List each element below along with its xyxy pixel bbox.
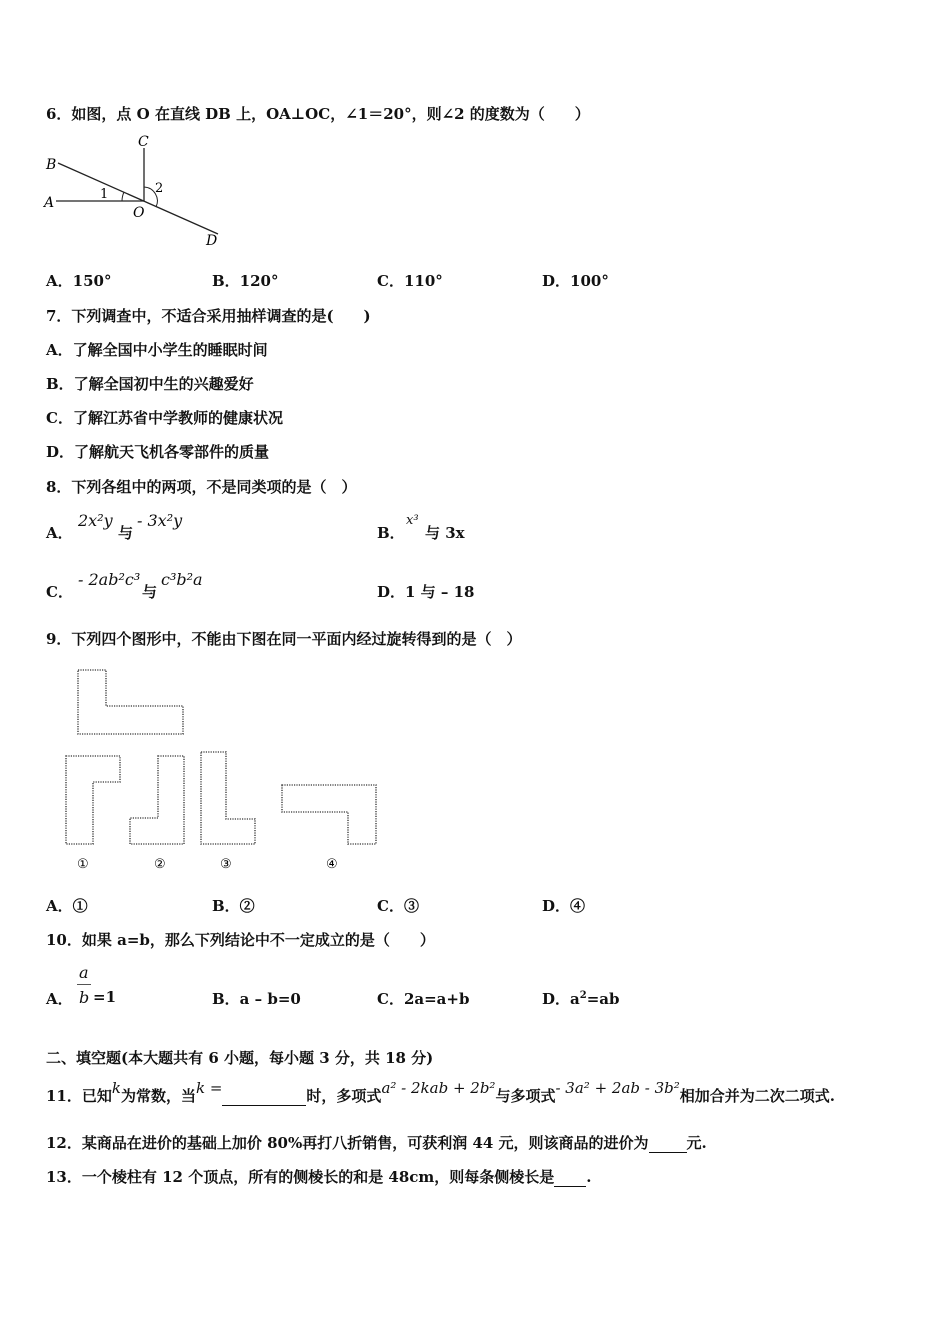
q7-option-c: C．了解江苏省中学教师的健康状况 <box>46 409 283 427</box>
q9-option-a: A．① <box>46 897 88 915</box>
q13-line: 13．一个棱柱有 12 个顶点，所有的侧棱长的和是 48cm，则每条侧棱长是 . <box>46 1168 592 1186</box>
q11-blank[interactable] <box>222 1105 306 1106</box>
q8-option-c-term1: - 2ab²c³ <box>78 570 141 589</box>
q12-blank[interactable] <box>649 1152 687 1153</box>
q9-option-d: D．④ <box>542 897 586 915</box>
q7-option-a: A．了解全国中小学生的睡眠时间 <box>46 341 268 359</box>
q10-option-d: D．$a^2=ab$ <box>542 990 620 1008</box>
q8-option-c-term2: c³b²a <box>161 570 203 589</box>
q6-option-d: D．100° <box>542 272 609 290</box>
q11-line: 11．已知k为常数，当k = 时，多项式a² - 2kab + 2b²与多项式- 3a² + 2ab - 3b²相加合并为二次二项式. <box>46 1079 835 1105</box>
q7-option-b: B．了解全国初中生的兴趣爱好 <box>46 375 254 393</box>
q6-option-b: B．120° <box>212 272 279 290</box>
q7-option-d: D．了解航天飞机各零部件的质量 <box>46 443 270 461</box>
q10-stem: 10．如果 a=b，那么下列结论中不一定成立的是（ ） <box>46 931 435 949</box>
q10-option-a-denominator: b <box>79 988 90 1007</box>
q12-line: 12．某商品在进价的基础上加价 80%再打八折销售，可获利润 44 元，则该商品的进价为 元. <box>46 1134 707 1152</box>
q8-stem: 8．下列各组中的两项，不是同类项的是（ ） <box>46 478 357 496</box>
q9-fig-label-3: ③ <box>220 857 232 872</box>
q6-figure <box>40 130 230 250</box>
q13-blank[interactable] <box>554 1186 586 1187</box>
q8-option-a-with: 与 <box>118 524 134 542</box>
q9-fig-label-1: ① <box>77 857 89 872</box>
q6-label-c: C <box>138 134 149 150</box>
q8-option-b-label: B． <box>377 524 405 542</box>
q8-option-d: D．1 与 – 18 <box>377 583 475 601</box>
q8-option-b-rest: 与 3x <box>425 524 465 542</box>
q10-option-a-rest: =1 <box>93 988 117 1006</box>
q10-option-b: B．a – b=0 <box>212 990 301 1008</box>
q10-option-a-label: A． <box>46 990 73 1008</box>
q6-option-c: C．110° <box>377 272 443 290</box>
q6-option-a: A．150° <box>46 272 112 290</box>
q10-fraction-bar <box>77 984 91 985</box>
q6-label-d: D <box>206 233 218 249</box>
q6-label-o: O <box>133 205 145 221</box>
q9-fig-label-4: ④ <box>326 857 338 872</box>
q6-stem: 6．如图，点 O 在直线 DB 上，OA⊥OC，∠1＝20°，则∠2 的度数为（ ） <box>46 105 590 123</box>
q9-fig-label-2: ② <box>154 857 166 872</box>
q10-option-c: C．2a=a+b <box>377 990 470 1008</box>
section-fill-in-title: 二、填空题(本大题共有 6 小题，每小题 3 分，共 18 分) <box>46 1049 434 1067</box>
q9-option-b: B．② <box>212 897 255 915</box>
q8-option-c-with: 与 <box>142 583 158 601</box>
q8-option-a-label: A． <box>46 524 73 542</box>
q8-option-b-term1: x³ <box>406 513 419 528</box>
q8-option-c-label: C． <box>46 583 73 601</box>
q6-angle-1: 1 <box>100 187 109 202</box>
q9-figures <box>60 662 390 877</box>
q6-angle-2: 2 <box>155 181 164 196</box>
q6-label-a: A <box>44 195 55 211</box>
q6-label-b: B <box>46 157 57 173</box>
q9-option-c: C．③ <box>377 897 419 915</box>
q7-stem: 7．下列调查中，不适合采用抽样调查的是( ) <box>46 307 371 325</box>
q8-option-a-term1: 2x²y <box>78 511 113 530</box>
q10-option-a-numerator: a <box>79 963 89 982</box>
q9-stem: 9．下列四个图形中，不能由下图在同一平面内经过旋转得到的是（ ） <box>46 630 522 648</box>
q8-option-a-term2: - 3x²y <box>137 511 183 530</box>
